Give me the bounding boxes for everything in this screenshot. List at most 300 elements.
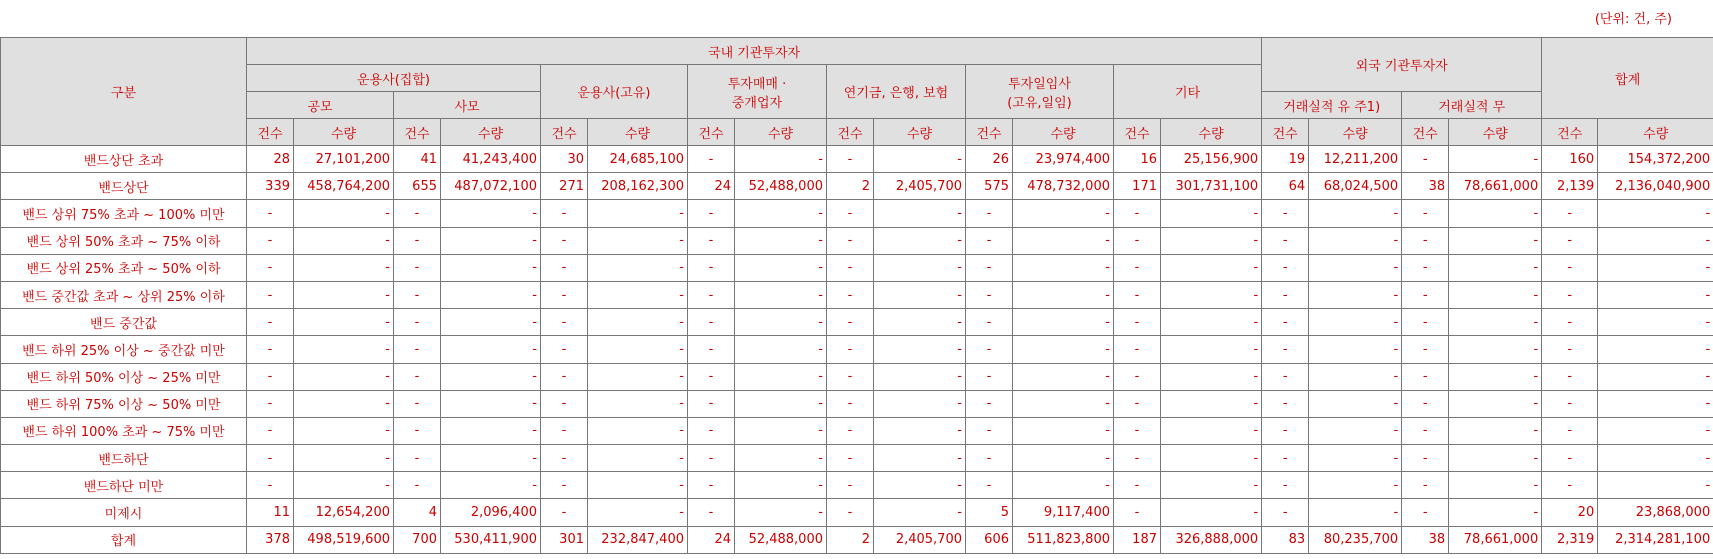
cell-quantity: -	[874, 200, 966, 227]
cell-quantity: -	[874, 281, 966, 308]
table-body	[1, 146, 1713, 554]
header-count: 건수	[247, 119, 294, 146]
row-label: 밴드 하위 75% 이상 ~ 50% 미만	[1, 390, 247, 417]
cell-quantity: -	[1598, 281, 1713, 308]
cell-quantity: -	[1013, 472, 1114, 499]
cell-count: -	[1402, 309, 1449, 336]
cell-count: -	[688, 472, 735, 499]
header-discretionary-line1: 투자일임사	[1008, 76, 1071, 92]
cell-count: 30	[541, 146, 588, 173]
cell-quantity: -	[1449, 363, 1542, 390]
cell-count: -	[394, 227, 441, 254]
header-broker-dealer	[688, 65, 827, 119]
cell-quantity: -	[1309, 499, 1402, 526]
cell-count: -	[541, 227, 588, 254]
cell-quantity: -	[441, 227, 541, 254]
table-row	[1, 254, 1713, 281]
cell-quantity: 78,661,000	[1449, 526, 1542, 553]
cell-count: -	[247, 417, 294, 444]
header-private-fund: 사모	[394, 92, 541, 119]
demand-forecast-table-wrapper	[0, 37, 1713, 554]
cell-count: -	[1542, 281, 1598, 308]
cell-count: -	[827, 309, 874, 336]
cell-count: -	[1542, 227, 1598, 254]
cell-quantity: 154,372,200	[1598, 146, 1713, 173]
cell-count: 606	[966, 526, 1013, 553]
cell-count: -	[966, 227, 1013, 254]
cell-quantity: -	[735, 445, 827, 472]
header-category: 구분	[1, 38, 247, 146]
cell-quantity: -	[441, 200, 541, 227]
cell-quantity: -	[294, 281, 394, 308]
cell-count: -	[966, 472, 1013, 499]
cell-quantity: -	[1309, 417, 1402, 444]
cell-count: 271	[541, 173, 588, 200]
table-row	[1, 390, 1713, 417]
cell-count: 2	[827, 173, 874, 200]
cell-quantity: -	[1449, 254, 1542, 281]
cell-count: -	[827, 390, 874, 417]
cell-count: -	[1402, 146, 1449, 173]
cell-count: -	[1114, 363, 1161, 390]
cell-count: -	[827, 499, 874, 526]
header-count: 건수	[541, 119, 588, 146]
cell-quantity: 27,101,200	[294, 146, 394, 173]
cell-count: -	[247, 472, 294, 499]
cell-quantity: 2,314,281,100	[1598, 526, 1713, 553]
cell-count: -	[1402, 499, 1449, 526]
header-quantity: 수량	[294, 119, 394, 146]
cell-quantity: 530,411,900	[441, 526, 541, 553]
cell-count: -	[247, 227, 294, 254]
cell-quantity: -	[735, 254, 827, 281]
cell-quantity: -	[1013, 200, 1114, 227]
header-count: 건수	[966, 119, 1013, 146]
cell-count: -	[1542, 445, 1598, 472]
cell-count: -	[541, 445, 588, 472]
cell-count: -	[394, 390, 441, 417]
cell-count: -	[247, 254, 294, 281]
cell-quantity: -	[1013, 336, 1114, 363]
cell-quantity: 9,117,400	[1013, 499, 1114, 526]
cell-quantity: -	[735, 417, 827, 444]
row-label: 밴드하단 미만	[1, 472, 247, 499]
cell-count: -	[247, 390, 294, 417]
header-quantity: 수량	[1598, 119, 1713, 146]
header-discretionary	[966, 65, 1114, 119]
cell-count: -	[827, 445, 874, 472]
cell-count: -	[1542, 254, 1598, 281]
cell-quantity: -	[1013, 445, 1114, 472]
cell-quantity: 2,136,040,900	[1598, 173, 1713, 200]
cell-quantity: -	[735, 499, 827, 526]
cell-quantity: -	[735, 363, 827, 390]
cell-quantity: 25,156,900	[1161, 146, 1262, 173]
cell-count: 5	[966, 499, 1013, 526]
cell-quantity: -	[735, 309, 827, 336]
cell-quantity: -	[294, 390, 394, 417]
cell-quantity: 23,868,000	[1598, 499, 1713, 526]
cell-count: -	[1262, 363, 1309, 390]
cell-quantity: -	[1598, 200, 1713, 227]
cell-quantity: 41,243,400	[441, 146, 541, 173]
cell-count: 38	[1402, 173, 1449, 200]
header-quantity: 수량	[1161, 119, 1262, 146]
cell-count: 187	[1114, 526, 1161, 553]
cell-count: -	[394, 417, 441, 444]
cell-count: 2,139	[1542, 173, 1598, 200]
cell-count: -	[541, 336, 588, 363]
cell-quantity: -	[1161, 227, 1262, 254]
cell-quantity: -	[1598, 390, 1713, 417]
cell-count: -	[827, 472, 874, 499]
cell-count: -	[966, 417, 1013, 444]
cell-count: -	[1114, 254, 1161, 281]
cell-quantity: -	[588, 472, 688, 499]
row-label: 밴드 상위 25% 초과 ~ 50% 이하	[1, 254, 247, 281]
cell-quantity: -	[441, 309, 541, 336]
cell-quantity: 232,847,400	[588, 526, 688, 553]
header-discretionary-line2: (고유,일임)	[1007, 95, 1072, 111]
cell-count: 160	[1542, 146, 1598, 173]
cell-count: -	[394, 336, 441, 363]
cell-quantity: -	[588, 254, 688, 281]
cell-count: -	[1262, 200, 1309, 227]
cell-quantity: -	[588, 227, 688, 254]
row-label: 미제시	[1, 499, 247, 526]
cell-quantity: -	[1309, 363, 1402, 390]
header-pension-bank-insurance: 연기금, 은행, 보험	[827, 65, 966, 119]
cell-count: -	[827, 281, 874, 308]
cell-count: 83	[1262, 526, 1309, 553]
cell-quantity: -	[441, 445, 541, 472]
cell-quantity: -	[874, 227, 966, 254]
table-row	[1, 336, 1713, 363]
row-label: 밴드 하위 25% 이상 ~ 중간값 미만	[1, 336, 247, 363]
cell-quantity: -	[1161, 363, 1262, 390]
cell-count: 378	[247, 526, 294, 553]
cell-quantity: -	[441, 363, 541, 390]
row-label: 밴드 하위 100% 초과 ~ 75% 미만	[1, 417, 247, 444]
cell-quantity: -	[1309, 336, 1402, 363]
cell-count: -	[1402, 390, 1449, 417]
cell-quantity: -	[441, 254, 541, 281]
row-label: 밴드 상위 50% 초과 ~ 75% 이하	[1, 227, 247, 254]
cell-count: -	[247, 336, 294, 363]
cell-quantity: -	[1449, 417, 1542, 444]
cell-count: -	[688, 499, 735, 526]
cell-quantity: -	[735, 146, 827, 173]
cell-count: 2,319	[1542, 526, 1598, 553]
cell-quantity: -	[874, 363, 966, 390]
table-row	[1, 499, 1713, 526]
cell-count: 64	[1262, 173, 1309, 200]
cell-count: -	[1542, 472, 1598, 499]
cell-quantity: 208,162,300	[588, 173, 688, 200]
cell-count: -	[1114, 472, 1161, 499]
cell-count: -	[394, 445, 441, 472]
cell-count: -	[688, 390, 735, 417]
cell-count: -	[1402, 281, 1449, 308]
cell-quantity: -	[588, 200, 688, 227]
cell-count: -	[827, 363, 874, 390]
cell-count: -	[1402, 200, 1449, 227]
cell-quantity: 478,732,000	[1013, 173, 1114, 200]
cell-quantity: -	[588, 336, 688, 363]
cell-quantity: -	[874, 390, 966, 417]
cell-quantity: -	[1161, 472, 1262, 499]
cell-count: -	[1402, 254, 1449, 281]
cell-count: -	[247, 309, 294, 336]
header-quantity: 수량	[874, 119, 966, 146]
cell-quantity: -	[1449, 200, 1542, 227]
cell-quantity: 301,731,100	[1161, 173, 1262, 200]
cell-count: 16	[1114, 146, 1161, 173]
cell-count: 575	[966, 173, 1013, 200]
cell-count: -	[688, 309, 735, 336]
cell-count: 26	[966, 146, 1013, 173]
cell-count: -	[966, 254, 1013, 281]
cell-count: -	[1402, 363, 1449, 390]
cell-count: -	[1262, 309, 1309, 336]
cell-quantity: -	[1449, 146, 1542, 173]
cell-quantity: -	[735, 200, 827, 227]
cell-quantity: -	[1013, 254, 1114, 281]
header-domestic-institutions: 국내 기관투자자	[247, 38, 1262, 65]
cell-count: -	[827, 227, 874, 254]
cell-count: -	[1262, 390, 1309, 417]
cell-count: -	[1114, 417, 1161, 444]
table-row	[1, 309, 1713, 336]
cell-quantity: -	[1309, 200, 1402, 227]
row-label: 밴드 중간값 초과 ~ 상위 25% 이하	[1, 281, 247, 308]
cell-count: -	[1262, 336, 1309, 363]
cell-quantity: -	[1449, 445, 1542, 472]
cell-count: -	[827, 254, 874, 281]
cell-quantity: -	[874, 309, 966, 336]
header-quantity: 수량	[1309, 119, 1402, 146]
cell-count: -	[541, 390, 588, 417]
cell-count: -	[247, 281, 294, 308]
header-count: 건수	[1114, 119, 1161, 146]
row-label: 밴드하단	[1, 445, 247, 472]
cell-count: 19	[1262, 146, 1309, 173]
cell-quantity: -	[1309, 472, 1402, 499]
cell-quantity: -	[1598, 254, 1713, 281]
table-row	[1, 173, 1713, 200]
header-broker-line2: 중개업자	[731, 95, 783, 111]
table-row	[1, 227, 1713, 254]
row-label: 밴드 상위 75% 초과 ~ 100% 미만	[1, 200, 247, 227]
cell-count: -	[1542, 309, 1598, 336]
header-without-record: 거래실적 무	[1402, 92, 1542, 119]
cell-count: 4	[394, 499, 441, 526]
cell-count: -	[1262, 417, 1309, 444]
cell-count: -	[1114, 390, 1161, 417]
cell-quantity: -	[1598, 417, 1713, 444]
cell-quantity: -	[1161, 281, 1262, 308]
cell-quantity: -	[294, 336, 394, 363]
table-row	[1, 281, 1713, 308]
header-count: 건수	[394, 119, 441, 146]
cell-count: -	[1402, 227, 1449, 254]
cell-quantity: -	[1161, 336, 1262, 363]
cell-quantity: -	[1449, 309, 1542, 336]
cell-quantity: -	[441, 472, 541, 499]
cell-count: 24	[688, 173, 735, 200]
cell-quantity: -	[294, 472, 394, 499]
cell-quantity: -	[294, 200, 394, 227]
row-label: 밴드상단 초과	[1, 146, 247, 173]
row-label: 밴드상단	[1, 173, 247, 200]
cell-quantity: -	[1161, 309, 1262, 336]
table-row	[1, 472, 1713, 499]
cell-quantity: -	[874, 499, 966, 526]
header-quantity: 수량	[1013, 119, 1114, 146]
cell-quantity: 12,211,200	[1309, 146, 1402, 173]
cell-count: -	[966, 281, 1013, 308]
sub-header-row	[1, 119, 1713, 146]
cell-quantity: -	[1449, 472, 1542, 499]
table-row	[1, 526, 1713, 553]
cell-quantity: -	[735, 227, 827, 254]
demand-forecast-table	[0, 37, 1713, 554]
cell-count: -	[966, 309, 1013, 336]
cell-quantity: -	[735, 281, 827, 308]
cell-quantity: -	[1598, 309, 1713, 336]
header-count: 건수	[1542, 119, 1598, 146]
row-label: 합계	[1, 526, 247, 553]
cell-count: -	[1262, 281, 1309, 308]
cell-count: -	[1402, 445, 1449, 472]
header-quantity: 수량	[588, 119, 688, 146]
cell-count: -	[688, 363, 735, 390]
cell-quantity: -	[1598, 363, 1713, 390]
cell-count: 171	[1114, 173, 1161, 200]
cell-count: -	[247, 200, 294, 227]
cell-quantity: -	[294, 363, 394, 390]
cell-count: -	[1262, 254, 1309, 281]
table-row	[1, 146, 1713, 173]
cell-count: -	[541, 499, 588, 526]
cell-count: -	[688, 417, 735, 444]
header-quantity: 수량	[735, 119, 827, 146]
cell-quantity: -	[441, 390, 541, 417]
cell-count: -	[541, 309, 588, 336]
cell-quantity: 326,888,000	[1161, 526, 1262, 553]
cell-count: 655	[394, 173, 441, 200]
cell-quantity: -	[588, 281, 688, 308]
cell-quantity: -	[1309, 390, 1402, 417]
cell-quantity: -	[588, 363, 688, 390]
cell-count: -	[394, 472, 441, 499]
cell-quantity: -	[441, 336, 541, 363]
cell-quantity: -	[441, 281, 541, 308]
cell-count: -	[394, 200, 441, 227]
cell-count: 339	[247, 173, 294, 200]
cell-quantity: -	[1161, 200, 1262, 227]
cell-quantity: -	[735, 390, 827, 417]
header-public-fund: 공모	[247, 92, 394, 119]
cell-quantity: 52,488,000	[735, 173, 827, 200]
cell-count: -	[827, 200, 874, 227]
header-quantity: 수량	[1449, 119, 1542, 146]
cell-count: -	[1262, 445, 1309, 472]
cell-count: -	[688, 336, 735, 363]
cell-quantity: 78,661,000	[1449, 173, 1542, 200]
cell-quantity: -	[874, 472, 966, 499]
header-other: 기타	[1114, 65, 1262, 119]
cell-quantity: -	[874, 146, 966, 173]
cell-count: -	[1402, 336, 1449, 363]
cell-quantity: 52,488,000	[735, 526, 827, 553]
cell-count: -	[1114, 227, 1161, 254]
header-count: 건수	[1262, 119, 1309, 146]
cell-quantity: -	[1598, 227, 1713, 254]
row-label: 밴드 중간값	[1, 309, 247, 336]
cell-quantity: -	[1309, 254, 1402, 281]
cell-count: -	[541, 472, 588, 499]
cell-quantity: -	[874, 417, 966, 444]
cell-count: -	[966, 390, 1013, 417]
cell-count: -	[247, 445, 294, 472]
cell-count: 41	[394, 146, 441, 173]
header-foreign-institutions: 외국 기관투자자	[1262, 38, 1542, 92]
cell-quantity: -	[588, 390, 688, 417]
cell-count: -	[827, 146, 874, 173]
cell-count: -	[247, 363, 294, 390]
cell-quantity: -	[1161, 445, 1262, 472]
cell-count: -	[688, 445, 735, 472]
table-row	[1, 445, 1713, 472]
cell-quantity: -	[1449, 227, 1542, 254]
cell-count: -	[1114, 499, 1161, 526]
cell-quantity: -	[1013, 390, 1114, 417]
cell-count: -	[827, 336, 874, 363]
cell-quantity: -	[294, 417, 394, 444]
cell-quantity: 68,024,500	[1309, 173, 1402, 200]
cell-count: -	[541, 281, 588, 308]
cell-count: -	[1542, 363, 1598, 390]
cell-quantity: 24,685,100	[588, 146, 688, 173]
cell-count: -	[1114, 200, 1161, 227]
cell-count: -	[1542, 200, 1598, 227]
table-row	[1, 363, 1713, 390]
cell-quantity: 2,405,700	[874, 173, 966, 200]
table-row	[1, 200, 1713, 227]
cell-quantity: -	[1013, 309, 1114, 336]
cell-quantity: -	[1598, 336, 1713, 363]
cell-count: -	[688, 227, 735, 254]
cell-quantity: -	[588, 499, 688, 526]
cell-count: -	[966, 200, 1013, 227]
table-row	[1, 417, 1713, 444]
cell-quantity: 80,235,700	[1309, 526, 1402, 553]
cell-count: 20	[1542, 499, 1598, 526]
cell-count: -	[966, 445, 1013, 472]
row-label: 밴드 하위 50% 이상 ~ 25% 미만	[1, 363, 247, 390]
cell-count: 700	[394, 526, 441, 553]
cell-quantity: -	[294, 254, 394, 281]
cell-count: -	[688, 146, 735, 173]
cell-quantity: -	[294, 227, 394, 254]
cell-count: -	[1542, 417, 1598, 444]
cell-count: -	[394, 363, 441, 390]
cell-quantity: -	[588, 309, 688, 336]
cell-quantity: -	[588, 417, 688, 444]
cell-count: -	[688, 200, 735, 227]
cell-count: -	[1402, 472, 1449, 499]
